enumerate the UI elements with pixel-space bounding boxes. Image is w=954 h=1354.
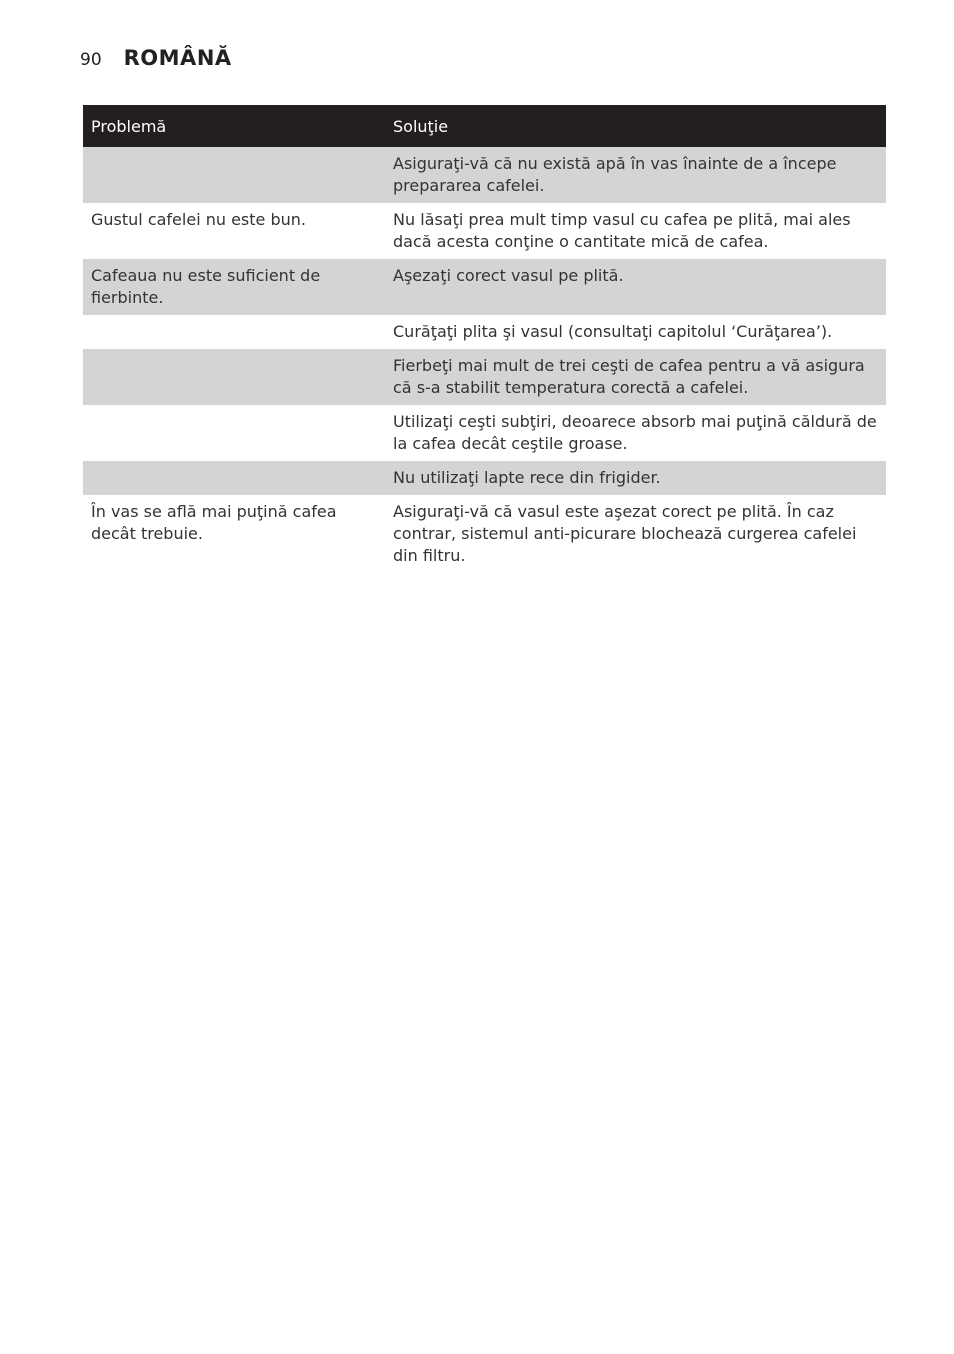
problem-cell bbox=[83, 461, 385, 495]
table-row bbox=[83, 495, 886, 577]
table-row bbox=[83, 461, 886, 495]
problem-cell: Gustul cafelei nu este bun. bbox=[91, 210, 306, 229]
solution-cell: Curăţaţi plita şi vasul (consultaţi capitolul ‘Curăţarea’). bbox=[393, 322, 833, 341]
problem-cell: În vas se află mai puţină cafea decât trebuie. bbox=[91, 502, 337, 543]
problem-cell bbox=[83, 315, 385, 349]
problem-cell: Cafeaua nu este suficient de fierbinte. bbox=[83, 259, 385, 315]
solution-cell: Utilizaţi ceşti subţiri, deoarece absorb mai puţină căldură de la cafea decât ceştile groase. bbox=[393, 412, 877, 453]
solution-cell: Fierbeţi mai mult de trei ceşti de cafea pentru a vă asigura că s-a stabilit temperatura corectă a cafelei. bbox=[385, 349, 886, 405]
problem-cell bbox=[83, 349, 385, 405]
problem-cell bbox=[83, 405, 385, 461]
solution-cell: Nu utilizaţi lapte rece din frigider. bbox=[385, 461, 886, 495]
table-row bbox=[83, 315, 886, 349]
troubleshooting-table bbox=[83, 105, 886, 577]
table-row bbox=[83, 349, 886, 405]
column-header-solution: Soluţie bbox=[385, 105, 886, 147]
solution-cell: Asiguraţi-vă că vasul este aşezat corect pe plită. În caz contrar, sistemul anti-picurare blochează curgerea cafelei din filtru. bbox=[393, 502, 857, 565]
table-row bbox=[83, 405, 886, 461]
page-number: 90 bbox=[80, 50, 102, 70]
solution-cell: Aşezaţi corect vasul pe plită. bbox=[385, 259, 886, 315]
problem-cell bbox=[83, 147, 385, 203]
table-row bbox=[83, 147, 886, 203]
table-row bbox=[83, 203, 886, 259]
section-title: ROMÂNĂ bbox=[123, 46, 232, 70]
table-header-row bbox=[83, 105, 886, 147]
solution-cell: Nu lăsaţi prea mult timp vasul cu cafea pe plită, mai ales dacă acesta conţine o cantitate mică de cafea. bbox=[393, 210, 851, 251]
page-header bbox=[80, 46, 232, 70]
column-header-problem: Problemă bbox=[83, 105, 385, 147]
solution-cell: Asiguraţi-vă că nu există apă în vas înainte de a începe prepararea cafelei. bbox=[385, 147, 886, 203]
table-row bbox=[83, 259, 886, 315]
